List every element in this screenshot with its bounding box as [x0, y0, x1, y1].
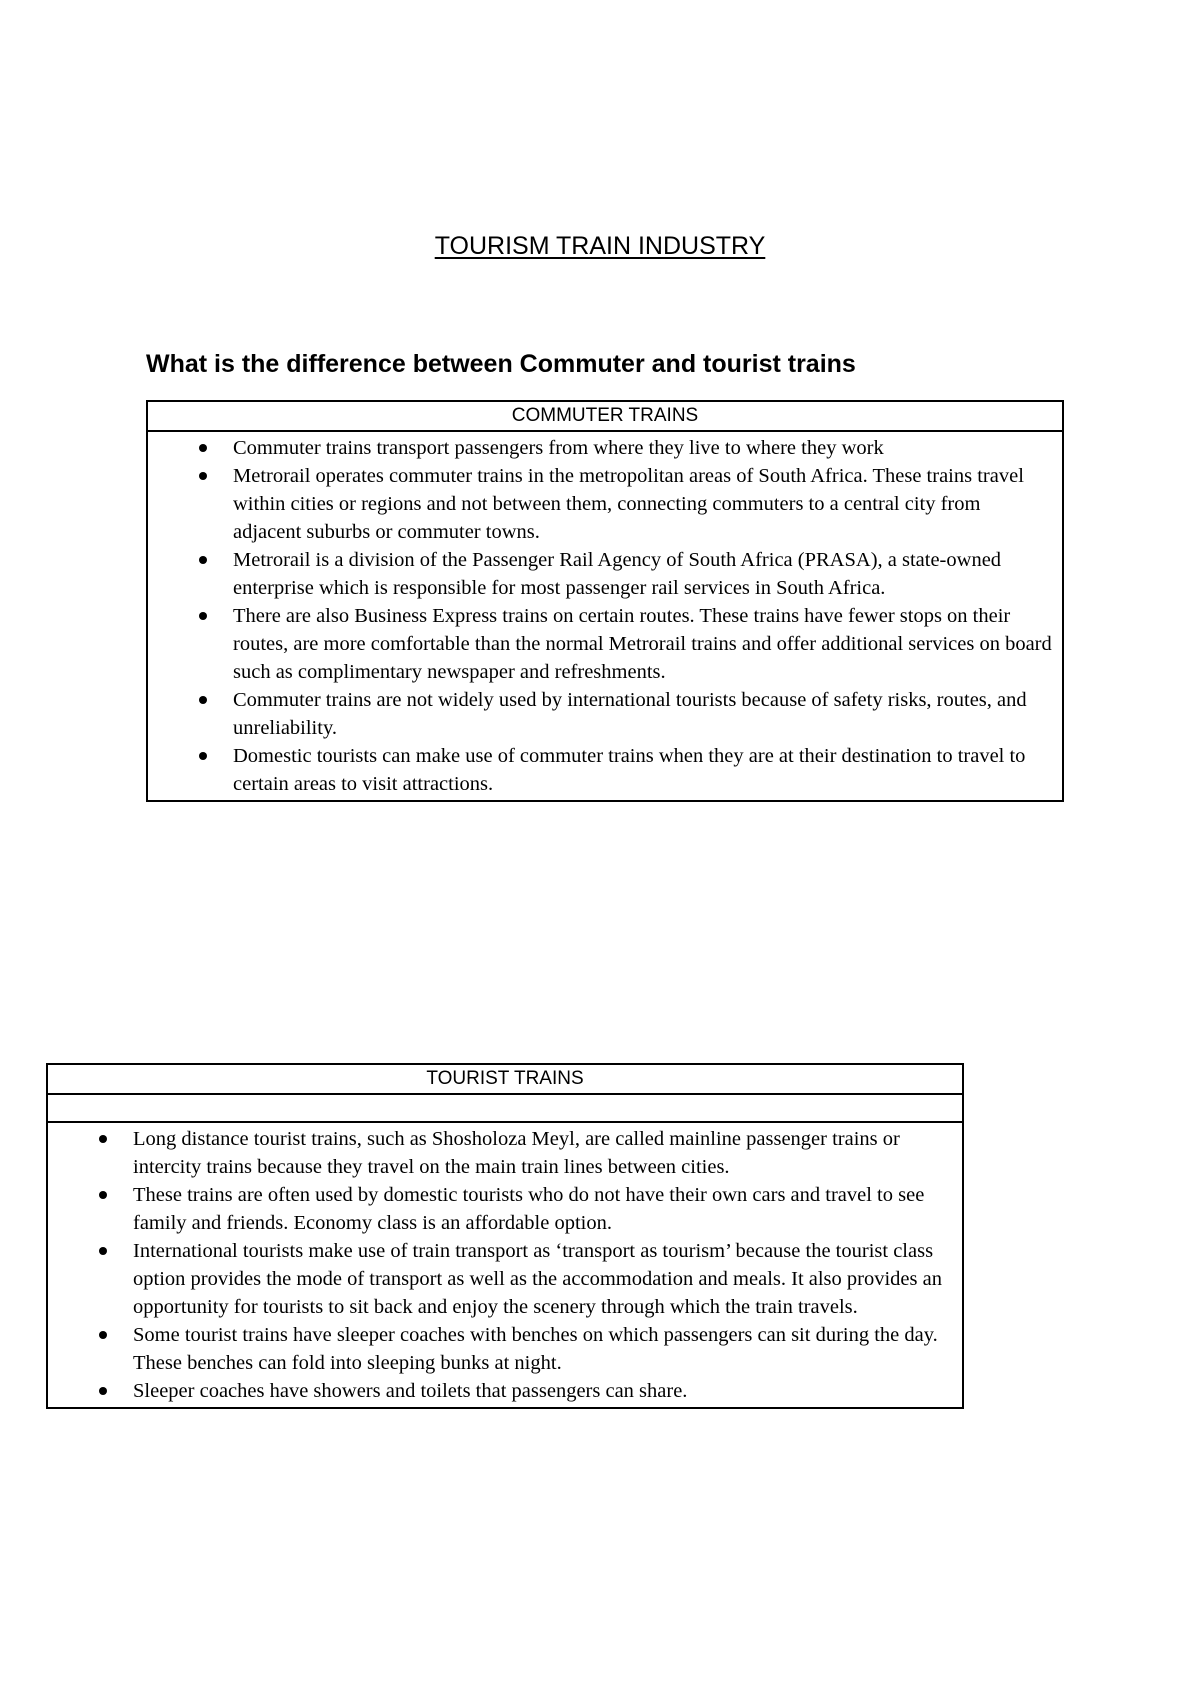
list-item: Long distance tourist trains, such as Shosholoza Meyl, are called mainline passenger trains or intercity trains because they travel on the main train lines between cities.	[48, 1125, 952, 1181]
list-item: Sleeper coaches have showers and toilets that passengers can share.	[48, 1377, 952, 1405]
section-question-heading: What is the difference between Commuter and tourist trains	[146, 350, 856, 378]
list-item: These trains are often used by domestic tourists who do not have their own cars and travel to see family and friends. Economy class is an affordable option.	[48, 1181, 952, 1237]
list-item: International tourists make use of train transport as ‘transport as tourism’ because the tourist class option provides the mode of transport as well as the accommodation and meals. It also provides an opportunity for tourists to sit back and enjoy the scenery through which the train travels.	[48, 1237, 952, 1321]
commuter-trains-cell	[147, 431, 1063, 801]
tourist-trains-heading: TOURIST TRAINS	[47, 1064, 963, 1094]
tourist-trains-table	[46, 1063, 964, 1409]
list-item: Metrorail is a division of the Passenger Rail Agency of South Africa (PRASA), a state-owned enterprise which is responsible for most passenger rail services in South Africa.	[148, 546, 1052, 602]
empty-row	[47, 1094, 963, 1122]
list-item: Metrorail operates commuter trains in the metropolitan areas of South Africa. These trains travel within cities or regions and not between them, connecting commuters to a central city from adjacent suburbs or commuter towns.	[148, 462, 1052, 546]
commuter-trains-heading: COMMUTER TRAINS	[147, 401, 1063, 431]
list-item: Commuter trains are not widely used by international tourists because of safety risks, routes, and unreliability.	[148, 686, 1052, 742]
list-item: Domestic tourists can make use of commuter trains when they are at their destination to travel to certain areas to visit attractions.	[148, 742, 1052, 798]
list-item: Some tourist trains have sleeper coaches with benches on which passengers can sit during the day. These benches can fold into sleeping bunks at night.	[48, 1321, 952, 1377]
list-item: Commuter trains transport passengers from where they live to where they work	[148, 434, 1052, 462]
commuter-trains-table	[146, 400, 1064, 802]
tourist-trains-cell	[47, 1122, 963, 1408]
commuter-trains-list	[148, 432, 1062, 800]
tourist-trains-list	[48, 1123, 962, 1407]
page-title: TOURISM TRAIN INDUSTRY	[434, 232, 766, 260]
list-item: There are also Business Express trains on certain routes. These trains have fewer stops on their routes, are more comfortable than the normal Metrorail trains and offer additional services on board such as complimentary newspaper and refreshments.	[148, 602, 1052, 686]
